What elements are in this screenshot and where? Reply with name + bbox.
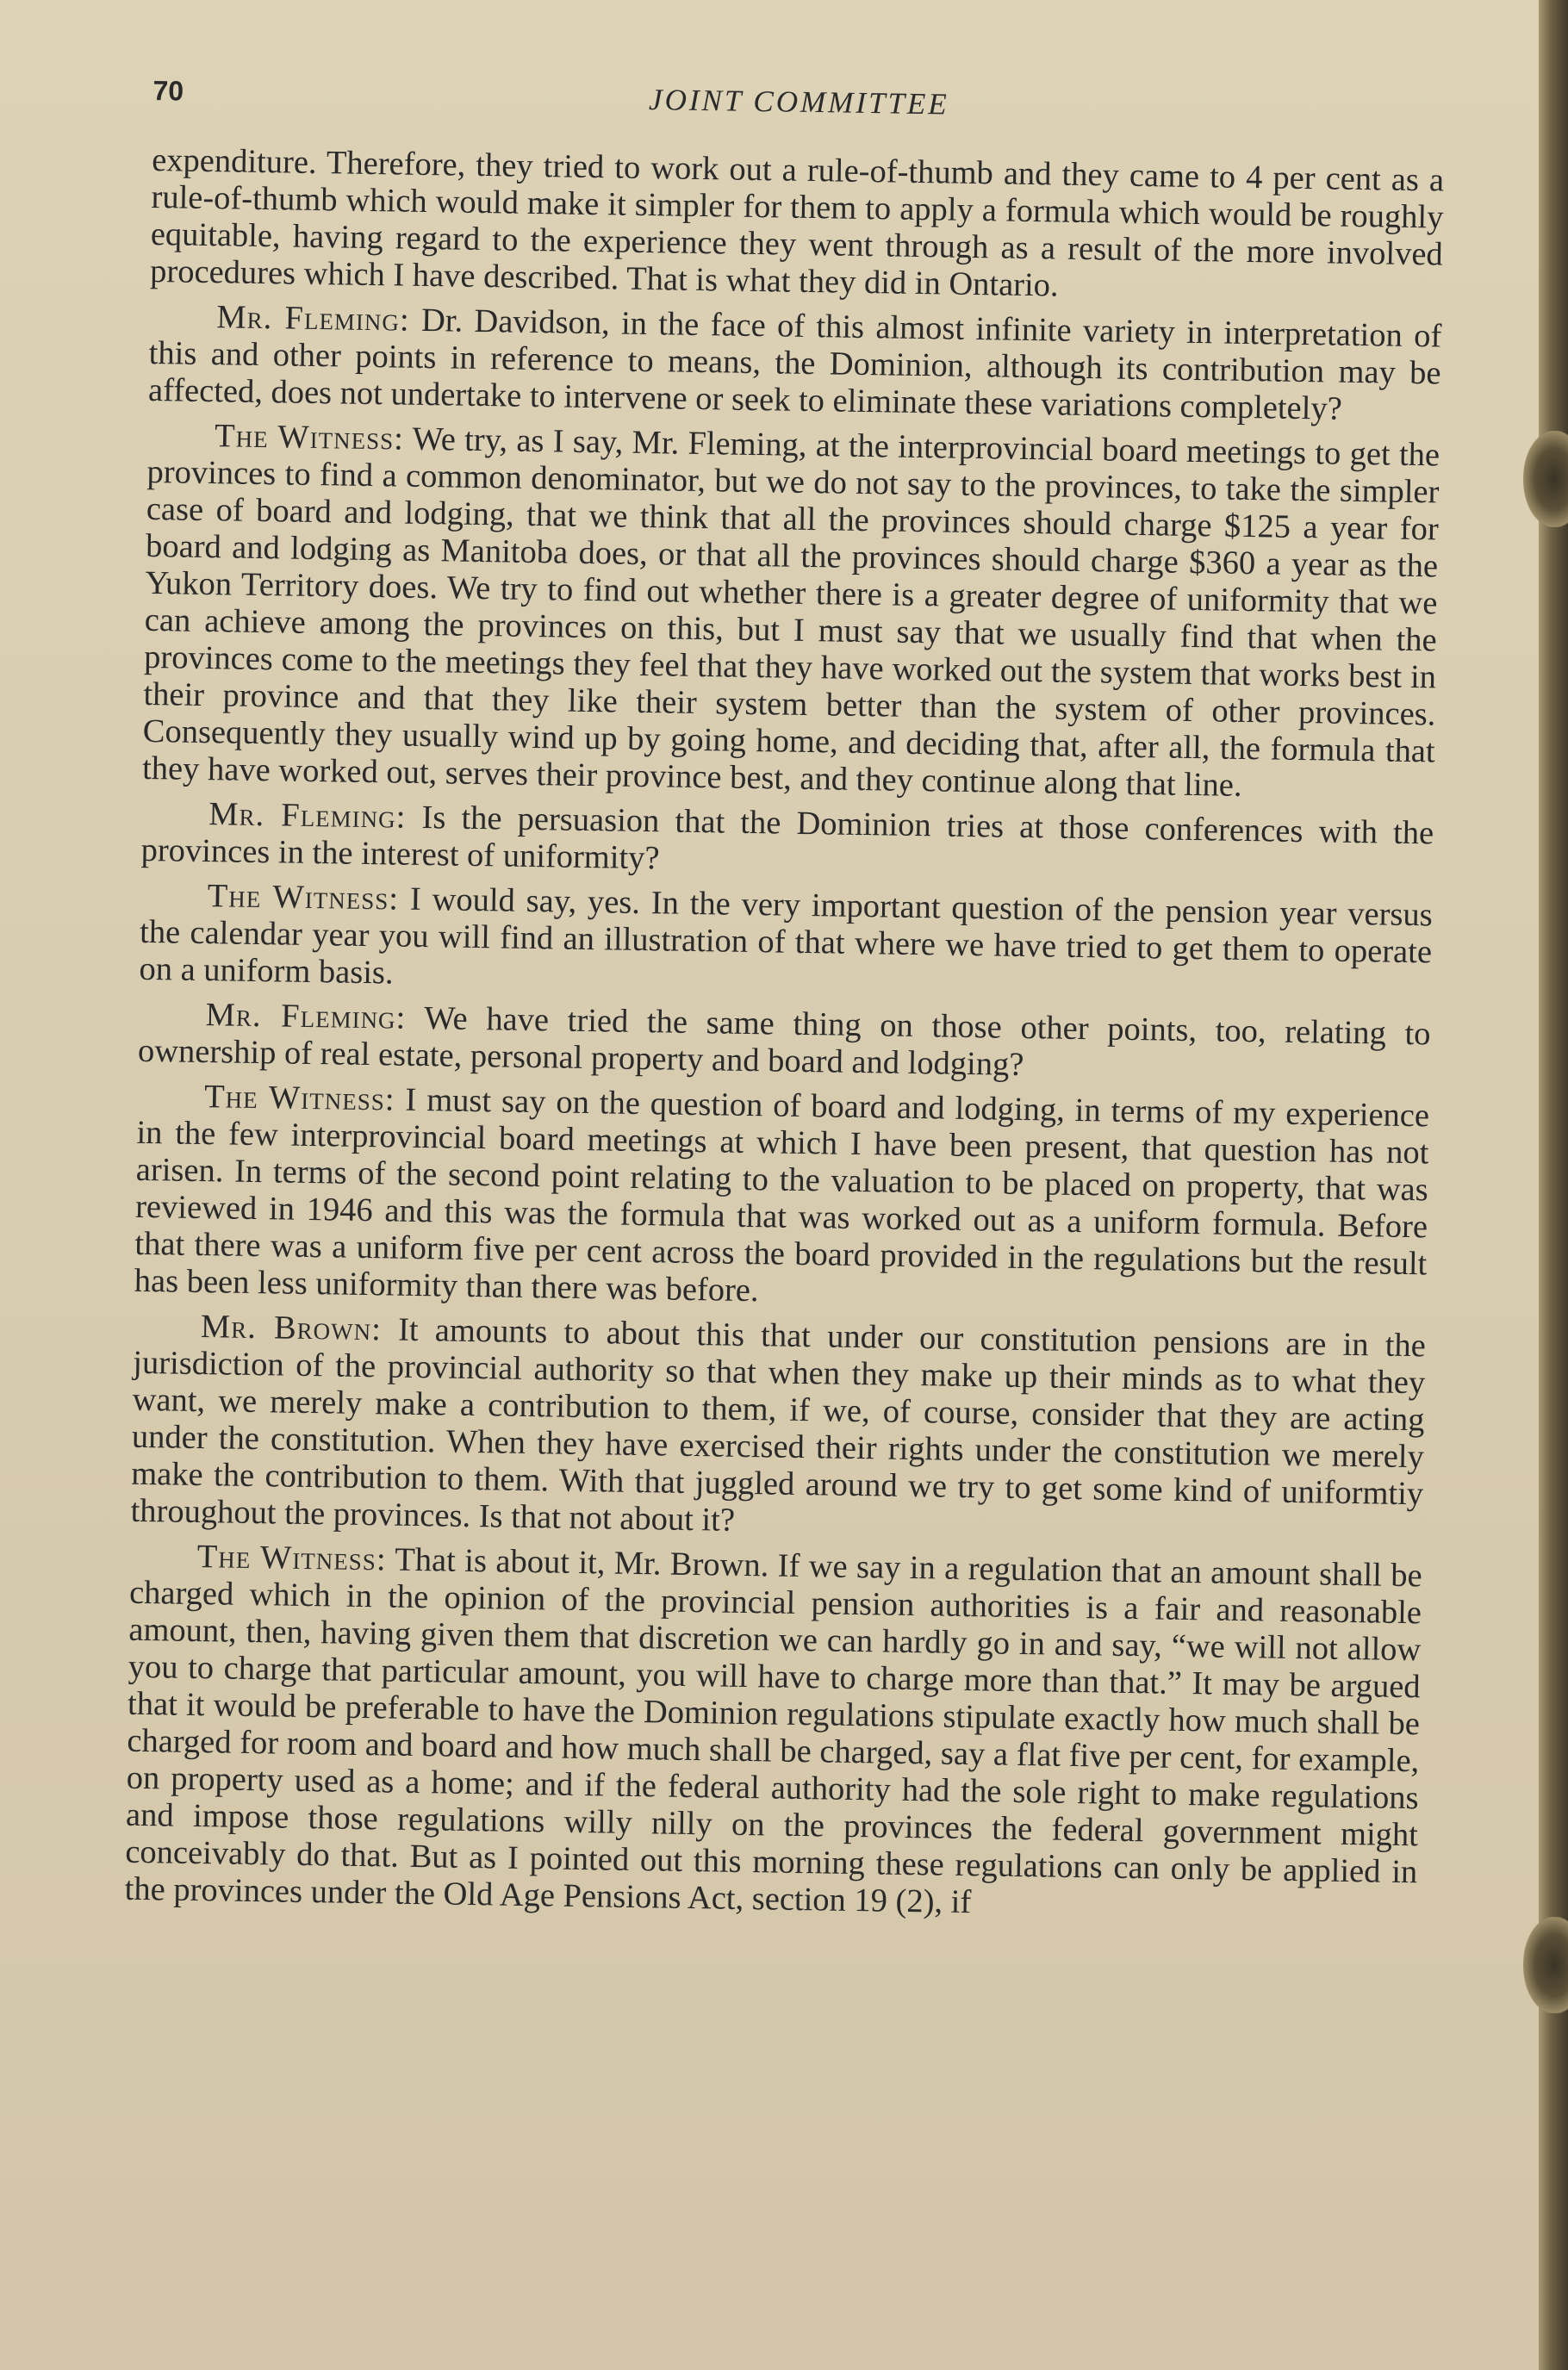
paragraph-text: I would say, yes. In the very important question of the pension year versus the calendar year you will find an illustration of that where we have tried to get them to operate on a uniform basis.	[139, 880, 1434, 992]
speaker-label: The Witness:	[214, 418, 405, 457]
binder-ring-bottom	[1523, 1917, 1568, 2013]
paragraph-8	[130, 1308, 1426, 1551]
paragraph-text: Dr. Davidson, in the face of this almost infinite variety in interpretation of this and other points in reference to means, the Dominion, although its contribution may be affected, does not undertake to intervene or seek to eliminate these variations completely?	[147, 302, 1442, 427]
speaker-label: Mr. Fleming:	[216, 299, 411, 339]
paragraph-7	[134, 1078, 1429, 1321]
paragraph-9	[124, 1538, 1422, 1929]
speaker-label: Mr. Brown:	[200, 1309, 383, 1348]
paragraph-2	[148, 298, 1442, 430]
paragraph-1	[150, 142, 1445, 311]
body-text	[124, 142, 1444, 1928]
binder-ring-top	[1523, 431, 1568, 527]
speaker-label: Mr. Fleming:	[208, 796, 407, 836]
speaker-label: The Witness:	[196, 1539, 387, 1578]
paragraph-text: Is the persuasion that the Dominion tries at those conferences with the provinces in the interest of uniformity?	[140, 799, 1434, 877]
page-title: JOINT COMMITTEE	[648, 83, 950, 121]
paragraph-text: I must say on the question of board and lodging, in terms of my experience in the few interprovincial board meetings at which I have been present, that question has not arisen. In terms of the second point relating to the valuation to be placed on property, that was reviewed in 1946 and this was the formula that was worked out as a uniform formula. Before that there was a uniform five per cent across the board provided in the regulations but the result has been less uniformity than there was before.	[134, 1081, 1430, 1309]
binding-spine	[1539, 0, 1568, 2370]
paragraph-6	[138, 996, 1431, 1091]
page-number: 70	[152, 74, 184, 107]
paragraph-text: That is about it, Mr. Brown. If we say in a regulation that an amount shall be charged which in the opinion of the provincial pension authorities is a fair and reasonable amount, then, having given them that discretion we can hardly go in and say, “we will not allow you to charge that particular amount, you will have to charge more than that.” It may be argued that it would be preferable to have the Dominion regulations stipulate exactly how much shall be charged for room and board and how much shall be charged, say a flat five per cent, for example, on property used as a home; and if the federal authority had the sole right to make regulations and impose those regulations willy nilly on the provinces the federal government might conceivably do that. But as I pointed out this morning these regulations can only be applied in the provinces under the Old Age Pensions Act, section 19 (2), if	[124, 1541, 1422, 1921]
speaker-label: The Witness:	[207, 878, 400, 918]
running-header	[152, 65, 1446, 146]
paragraph-3	[142, 417, 1440, 808]
speaker-label: Mr. Fleming:	[205, 997, 407, 1036]
speaker-label: The Witness:	[203, 1079, 395, 1118]
paragraph-4	[140, 795, 1434, 890]
paragraph-text: We have tried the same thing on those other points, too, relating to ownership of real estate, personal property and board and lodging?	[137, 1000, 1431, 1084]
paragraph-text: expenditure. Therefore, they tried to work out a rule-of-thumb and they came to 4 per cent as a rule-of-thumb which would make it simpler for them to apply a formula which would be roughly equitable, having regard to the experience they went through as a result of the more involved procedures which I have described. That is what they did in Ontario.	[149, 141, 1445, 304]
paragraph-text: It amounts to about this that under our constitution pensions are in the jurisdiction of the provincial authority so that when they make up their minds as to what they want, we merely make a contribution to them, if we, of course, consider that they are acting under the constitution. When they have exercised their rights under the constitution we merely make the contribution to them. With that juggled around we try to get some kind of uniformtiy throughout the provinces. Is that not about it?	[130, 1311, 1427, 1539]
paragraph-5	[139, 877, 1433, 1009]
page-content	[118, 65, 1446, 2359]
paragraph-text: We try, as I say, Mr. Fleming, at the interprovincial board meetings to get the provinces to find a common denominator, but we do not say to the provinces, to take the simpler case of board and lodging, that we think that all the provinces should charge $125 a year for board and lodging as Manitoba does, or that all the provinces should charge $360 a year as the Yukon Territory does. We try to find out whether there is a greater degree of uniformity that we can achieve among the provinces on this, but I must say that we usually find that when the provinces come to the meetings they feel that they have worked out the system that works best in their province and that they like their system better than the system of other provinces. Consequently they usually wind up by going home, and deciding that, after all, the formula that they have worked out, serves their province best, and they continue along that line.	[141, 420, 1440, 804]
